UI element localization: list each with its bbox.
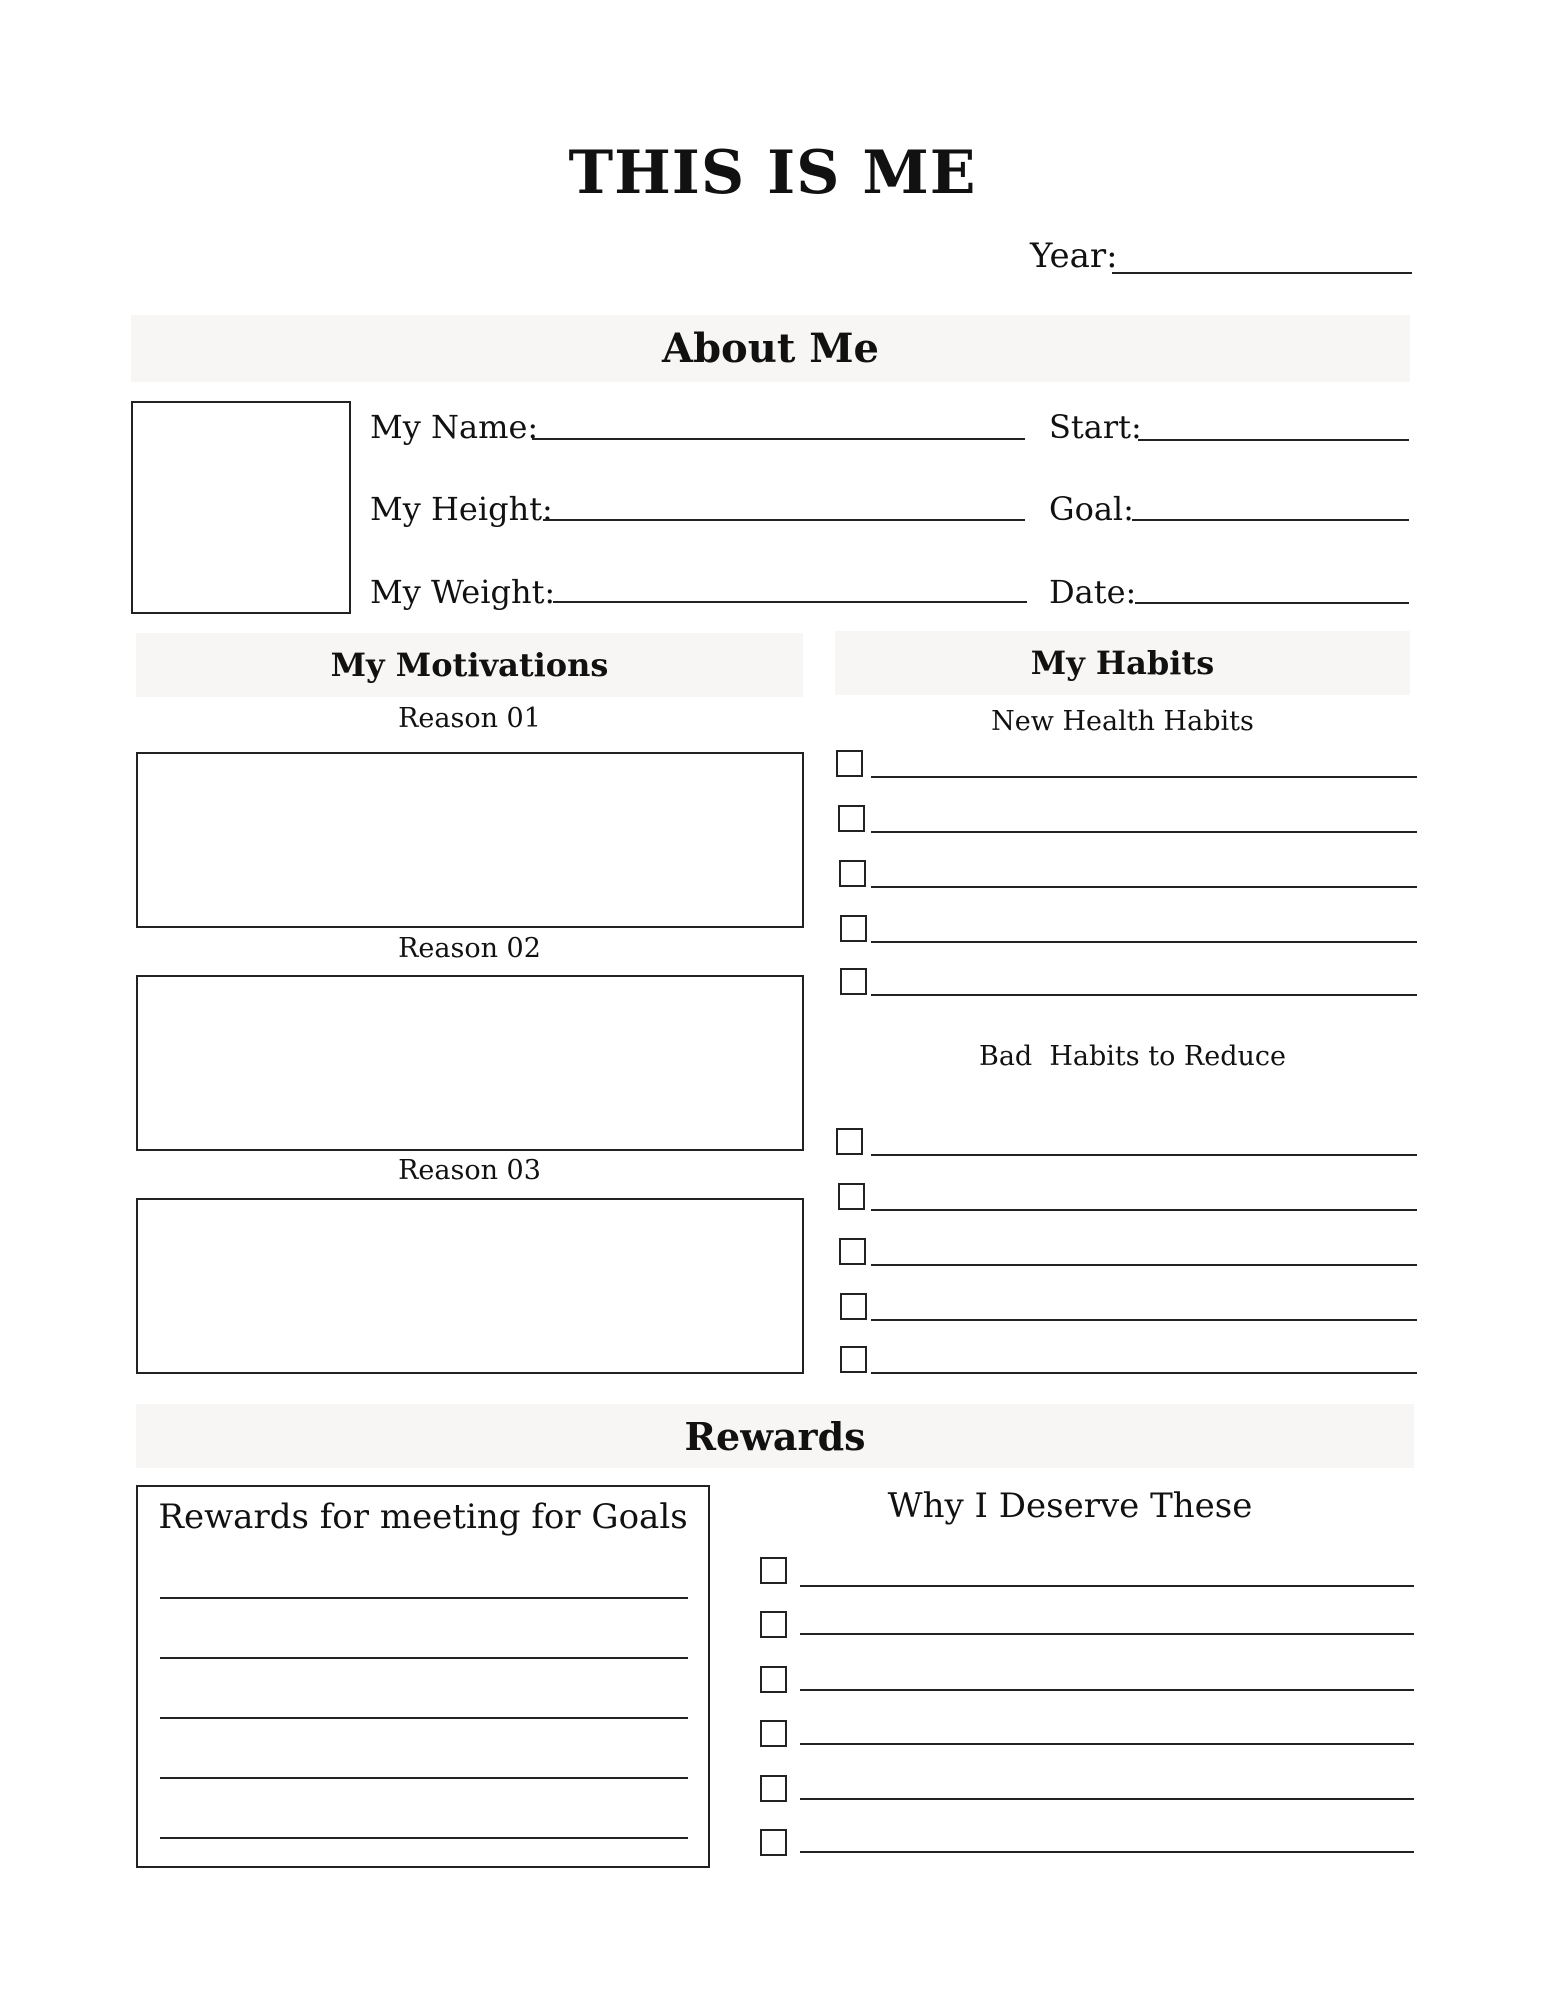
deserve-line[interactable]	[800, 1798, 1414, 1800]
rewards-heading: Rewards	[684, 1413, 866, 1459]
year-label: Year:	[1030, 236, 1118, 276]
deserve-line[interactable]	[800, 1689, 1414, 1691]
new-habit-checkbox[interactable]	[840, 915, 867, 942]
deserve-line[interactable]	[800, 1851, 1414, 1853]
bad-habit-line[interactable]	[871, 1154, 1417, 1156]
start-input-line[interactable]	[1138, 439, 1409, 441]
deserve-checkbox[interactable]	[760, 1775, 787, 1802]
deserve-line[interactable]	[800, 1633, 1414, 1635]
new-habits-label: New Health Habits	[991, 706, 1254, 737]
weight-input-line[interactable]	[553, 601, 1027, 603]
new-habit-line[interactable]	[871, 994, 1417, 996]
deserve-checkbox[interactable]	[760, 1557, 787, 1584]
reward-line[interactable]	[160, 1717, 688, 1719]
motivations-heading: My Motivations	[330, 646, 609, 684]
reason-02-box[interactable]	[136, 975, 804, 1151]
new-habit-checkbox[interactable]	[839, 860, 866, 887]
new-habit-checkbox[interactable]	[840, 968, 867, 995]
deserve-checkbox[interactable]	[760, 1611, 787, 1638]
rewards-header	[136, 1404, 1414, 1468]
new-habit-line[interactable]	[871, 941, 1417, 943]
habits-header	[835, 631, 1410, 695]
reason-01-box[interactable]	[136, 752, 804, 928]
bad-habits-label: Bad Habits to Reduce	[978, 1041, 1286, 1072]
name-label: My Name:	[370, 408, 539, 446]
deserve-checkbox[interactable]	[760, 1829, 787, 1856]
reason-03-box[interactable]	[136, 1198, 804, 1374]
bad-habit-checkbox[interactable]	[838, 1183, 865, 1210]
date-input-line[interactable]	[1135, 602, 1409, 604]
reason-02-label: Reason 02	[398, 933, 541, 964]
reason-03-label: Reason 03	[398, 1155, 541, 1186]
why-deserve-title: Why I Deserve These	[887, 1486, 1253, 1526]
year-input-line[interactable]	[1112, 272, 1412, 274]
page-title: THIS IS ME	[568, 138, 977, 208]
goal-label: Goal:	[1049, 490, 1134, 528]
bad-habit-line[interactable]	[871, 1372, 1417, 1374]
bad-habit-checkbox[interactable]	[840, 1346, 867, 1373]
name-input-line[interactable]	[532, 438, 1025, 440]
new-habit-line[interactable]	[871, 776, 1417, 778]
bad-habit-line[interactable]	[871, 1209, 1417, 1211]
rewards-goals-title: Rewards for meeting for Goals	[158, 1497, 688, 1537]
rewards-goals-box	[136, 1485, 710, 1868]
deserve-line[interactable]	[800, 1743, 1414, 1745]
motivations-header	[136, 633, 803, 697]
deserve-checkbox[interactable]	[760, 1720, 787, 1747]
reward-line[interactable]	[160, 1657, 688, 1659]
bad-habit-checkbox[interactable]	[836, 1128, 863, 1155]
new-habit-checkbox[interactable]	[836, 750, 863, 777]
bad-habit-line[interactable]	[871, 1264, 1417, 1266]
about-me-heading: About Me	[662, 325, 879, 372]
bad-habit-checkbox[interactable]	[840, 1293, 867, 1320]
bad-habit-line[interactable]	[871, 1319, 1417, 1321]
goal-input-line[interactable]	[1132, 519, 1409, 521]
reward-line[interactable]	[160, 1777, 688, 1779]
deserve-line[interactable]	[800, 1585, 1414, 1587]
height-input-line[interactable]	[543, 519, 1025, 521]
reward-line[interactable]	[160, 1597, 688, 1599]
new-habit-line[interactable]	[871, 831, 1417, 833]
weight-label: My Weight:	[370, 573, 556, 611]
start-label: Start:	[1049, 408, 1142, 446]
reason-01-label: Reason 01	[398, 703, 541, 734]
bad-habit-checkbox[interactable]	[839, 1238, 866, 1265]
height-label: My Height:	[370, 490, 553, 528]
date-label: Date:	[1049, 573, 1137, 611]
new-habit-checkbox[interactable]	[838, 805, 865, 832]
reward-line[interactable]	[160, 1837, 688, 1839]
new-habit-line[interactable]	[871, 886, 1417, 888]
photo-box[interactable]	[131, 401, 351, 614]
about-me-header	[131, 315, 1410, 382]
habits-heading: My Habits	[1030, 644, 1215, 682]
deserve-checkbox[interactable]	[760, 1666, 787, 1693]
